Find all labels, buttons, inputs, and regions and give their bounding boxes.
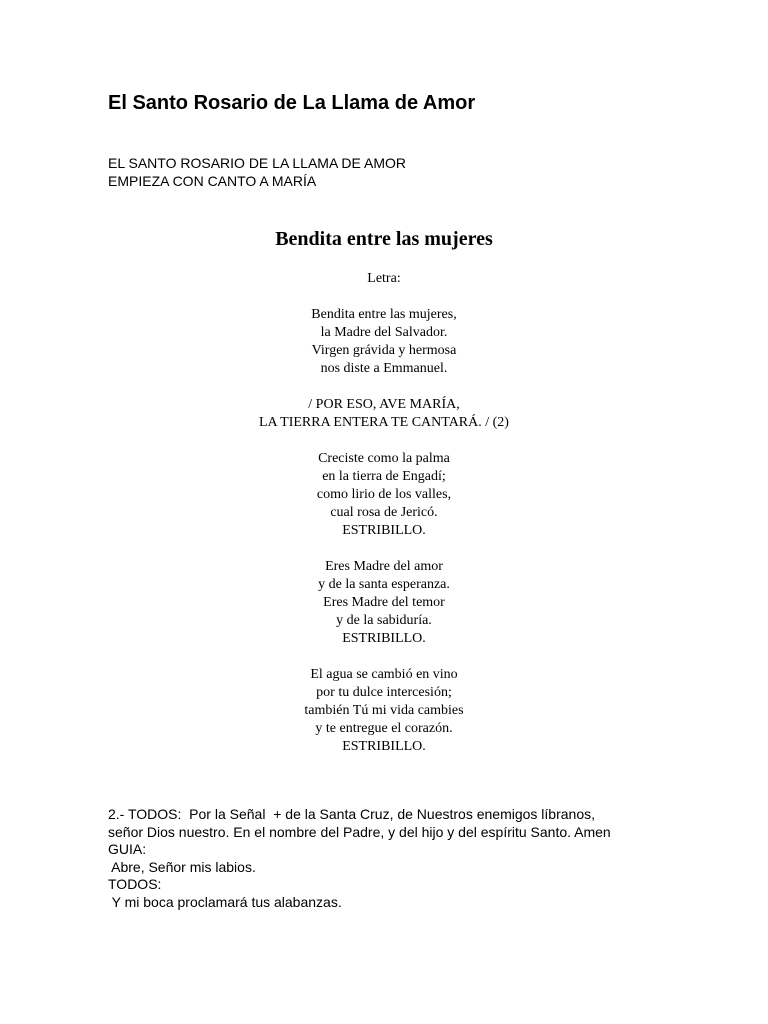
lyric-line: y de la sabiduría. xyxy=(336,613,432,628)
stanza xyxy=(0,306,768,378)
stanza xyxy=(0,666,768,756)
lyric-line: ESTRIBILLO. xyxy=(342,631,426,646)
lyric-line: y te entregue el corazón. xyxy=(315,721,453,736)
lyric-line: LA TIERRA ENTERA TE CANTARÁ. / (2) xyxy=(259,415,509,430)
lyric-line: / POR ESO, AVE MARÍA, xyxy=(308,397,460,412)
lyric-line: El agua se cambió en vino xyxy=(310,667,458,682)
song-lyrics xyxy=(0,270,768,774)
lyric-line: Bendita entre las mujeres, xyxy=(311,307,457,322)
prayer-line: señor Dios nuestro. En el nombre del Padre, y del hijo y del espíritu Santo. Amen xyxy=(108,823,611,840)
document-title: El Santo Rosario de La Llama de Amor xyxy=(108,92,476,114)
intro-line: EMPIEZA CON CANTO A MARÍA xyxy=(108,173,317,189)
lyric-line: ESTRIBILLO. xyxy=(342,739,426,754)
letra-label: Letra: xyxy=(367,271,401,286)
lyric-line: ESTRIBILLO. xyxy=(342,523,426,538)
prayer-block xyxy=(108,806,611,911)
lyric-line: Creciste como la palma xyxy=(318,451,450,466)
stanza xyxy=(0,558,768,648)
stanza xyxy=(0,396,768,432)
lyric-line: como lirio de los valles, xyxy=(316,487,452,502)
intro-block xyxy=(108,154,406,190)
prayer-line: Abre, Señor mis labios. xyxy=(108,858,256,875)
stanza-list xyxy=(0,306,768,756)
prayer-line: TODOS: xyxy=(108,876,162,892)
stanza xyxy=(0,450,768,540)
lyric-line: en la tierra de Engadí; xyxy=(322,469,446,484)
lyric-line: y de la santa esperanza. xyxy=(318,577,450,592)
prayer-line: 2.- TODOS: Por la Señal + de la Santa Cruz, de Nuestros enemigos líbranos, xyxy=(108,806,596,822)
lyric-line: también Tú mi vida cambies xyxy=(304,703,464,718)
lyric-line: Eres Madre del temor xyxy=(323,595,445,610)
intro-line: EL SANTO ROSARIO DE LA LLAMA DE AMOR xyxy=(108,155,406,171)
lyric-line: cual rosa de Jericó. xyxy=(330,505,438,520)
lyric-line: por tu dulce intercesión; xyxy=(316,685,452,700)
lyric-line: la Madre del Salvador. xyxy=(320,325,448,340)
lyric-line: Virgen grávida y hermosa xyxy=(311,343,457,358)
lyric-line: nos diste a Emmanuel. xyxy=(320,361,448,376)
lyric-line: Eres Madre del amor xyxy=(325,559,443,574)
song-title: Bendita entre las mujeres xyxy=(275,228,493,250)
prayer-line: Y mi boca proclamará tus alabanzas. xyxy=(108,893,342,910)
prayer-line: GUIA: xyxy=(108,841,147,857)
